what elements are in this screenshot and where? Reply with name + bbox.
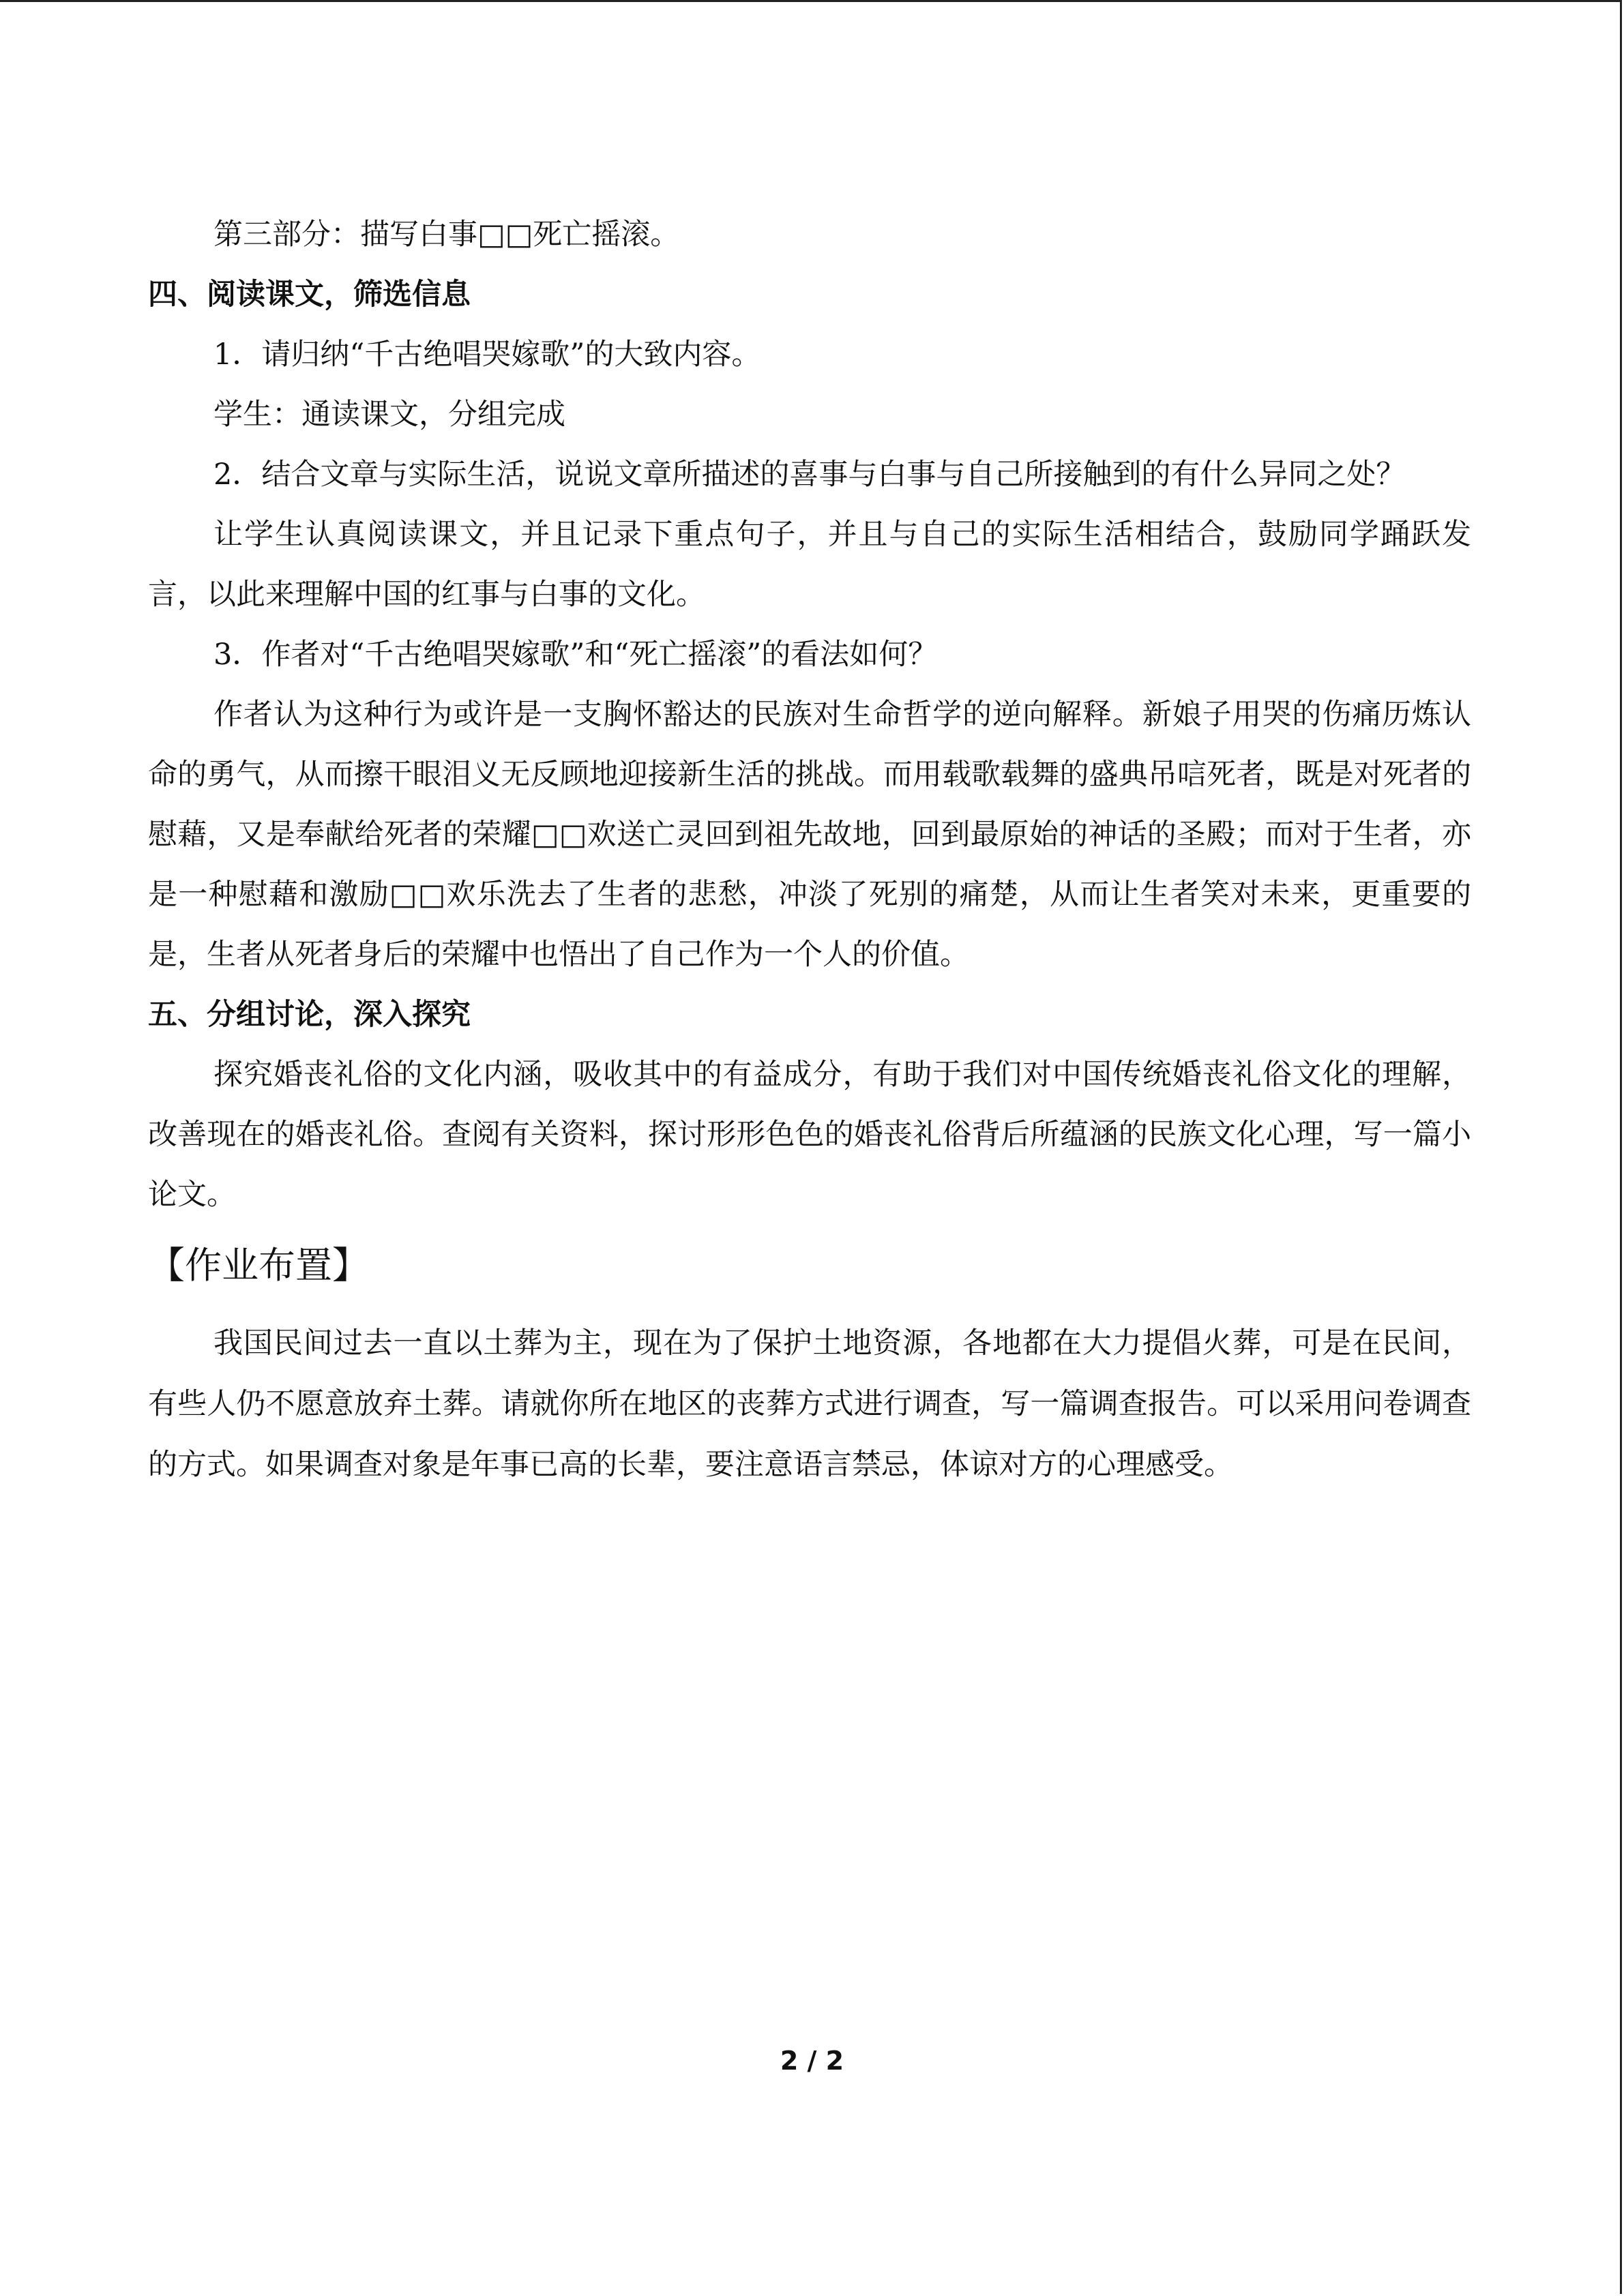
document-body — [148, 205, 1471, 1495]
question-three: 3．作者对“千古绝唱哭嫁歌”和“死亡摇滚”的看法如何？ — [213, 638, 938, 672]
homework-title: 【作业布置】 — [148, 1244, 369, 1287]
answer-two: 让学生认真阅读课文，并且记录下重点句子，并且与自己的实际生活相结合，鼓励同学踊跃发言，以此来理解中国的红事与白事的文化。 — [148, 518, 1471, 612]
section-four-heading: 四、阅读课文，筛选信息 — [148, 278, 471, 312]
answer-one: 学生：通读课文，分组完成 — [213, 398, 565, 432]
homework-body: 我国民间过去一直以土葬为主，现在为了保护土地资源，各地都在大力提倡火葬，可是在民间，有些人仍不愿意放弃土葬。请就你所在地区的丧葬方式进行调查，写一篇调查报告。可以采用问卷调查的方式。如果调查对象是年事已高的长辈，要注意语言禁忌，体谅对方的心理感受。 — [148, 1326, 1471, 1482]
question-two: 2．结合文章与实际生活，说说文章所描述的喜事与白事与自己所接触到的有什么异同之处？ — [213, 458, 1406, 492]
section-five-body: 探究婚丧礼俗的文化内涵，吸收其中的有益成分，有助于我们对中国传统婚丧礼俗文化的理解，改善现在的婚丧礼俗。查阅有关资料，探讨形形色色的婚丧礼俗背后所蕴涵的民族文化心理，写一篇小论文。 — [148, 1058, 1471, 1212]
page-number: 2 / 2 — [780, 2046, 844, 2076]
section-five-heading: 五、分组讨论，深入探究 — [148, 998, 471, 1032]
homework-section — [148, 1225, 1471, 1495]
answer-three: 作者认为这种行为或许是一支胸怀豁达的民族对生命哲学的逆向解释。新娘子用哭的伤痛历炼认命的勇气，从而擦干眼泪义无反顾地迎接新生活的挑战。而用载歌载舞的盛典吊唁死者，既是对死者的慰藉，又是奉献给死者的荣耀□□欢送亡灵回到祖先故地，回到最原始的神话的圣殿；而对于生者，亦是一种慰藉和激励□□欢乐洗去了生者的悲愁，冲淡了死别的痛楚，从而让生者笑对未来，更重要的是，生者从死者身后的荣耀中也悟出了自己作为一个人的价值。 — [148, 698, 1471, 972]
question-one: 1．请归纳“千古绝唱哭嫁歌”的大致内容。 — [213, 338, 761, 372]
part-three-line: 第三部分：描写白事□□死亡摇滚。 — [213, 218, 680, 252]
